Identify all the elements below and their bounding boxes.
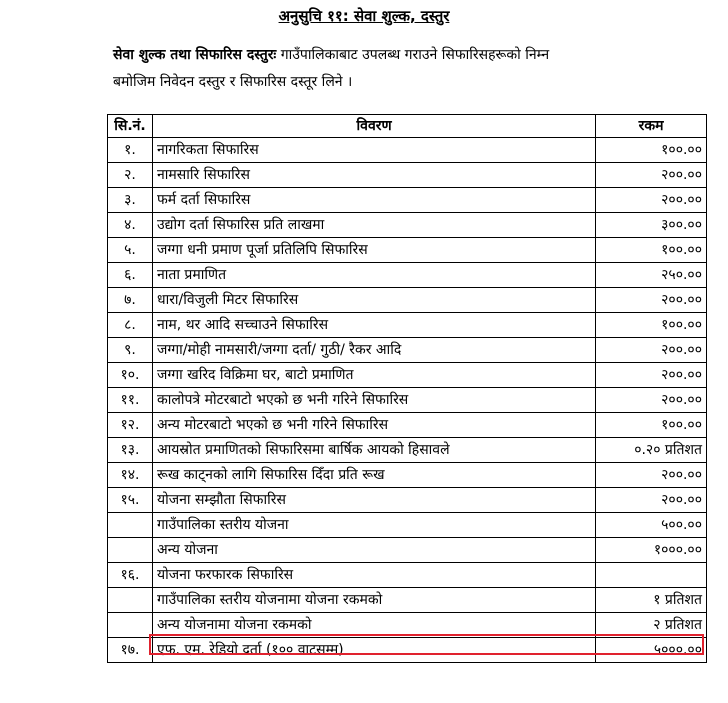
row-amount: ३००.०० xyxy=(596,213,707,238)
row-serial: १७. xyxy=(108,638,153,663)
table-row xyxy=(108,163,707,188)
row-description: गाउँपालिका स्तरीय योजना xyxy=(152,513,595,538)
row-amount: २००.०० xyxy=(596,463,707,488)
intro-line-2: बमोजिम निवेदन दस्तुर र सिफारिस दस्तूर लिने । xyxy=(113,74,353,90)
row-amount: १००.०० xyxy=(596,238,707,263)
table-row xyxy=(108,613,707,638)
row-amount: २००.०० xyxy=(596,363,707,388)
row-serial xyxy=(108,538,153,563)
row-amount: १००.०० xyxy=(596,413,707,438)
table-row xyxy=(108,238,707,263)
table-header-row xyxy=(108,115,707,138)
row-description: योजना सम्झौता सिफारिस xyxy=(152,488,595,513)
row-amount: ५००.०० xyxy=(596,513,707,538)
table-row xyxy=(108,463,707,488)
row-amount: २००.०० xyxy=(596,188,707,213)
row-amount: १००.०० xyxy=(596,138,707,163)
row-serial: १४. xyxy=(108,463,153,488)
intro-line-1: गाउँपालिकाबाट उपलब्ध गराउने सिफारिसहरूको निम्न xyxy=(276,47,550,63)
header-description: विवरण xyxy=(152,115,595,138)
table-row xyxy=(108,188,707,213)
row-description: नागरिकता सिफारिस xyxy=(152,138,595,163)
row-serial: ५. xyxy=(108,238,153,263)
intro-paragraph xyxy=(113,42,708,96)
row-description: फर्म दर्ता सिफारिस xyxy=(152,188,595,213)
row-serial: १०. xyxy=(108,363,153,388)
row-amount: २००.०० xyxy=(596,388,707,413)
fee-table xyxy=(107,114,707,663)
row-amount: २५०.०० xyxy=(596,263,707,288)
table-row xyxy=(108,413,707,438)
row-amount: ०.२० प्रतिशत xyxy=(596,438,707,463)
row-description: आयस्रोत प्रमाणितको सिफारिसमा बार्षिक आयको हिसावले xyxy=(152,438,595,463)
row-serial: ९. xyxy=(108,338,153,363)
row-description: नाता प्रमाणित xyxy=(152,263,595,288)
row-serial: ३. xyxy=(108,188,153,213)
row-serial: १५. xyxy=(108,488,153,513)
table-row xyxy=(108,313,707,338)
row-description: जग्गा/मोही नामसारी/जग्गा दर्ता/ गुठी/ रैकर आदि xyxy=(152,338,595,363)
table-row xyxy=(108,263,707,288)
row-serial xyxy=(108,588,153,613)
row-serial: २. xyxy=(108,163,153,188)
table-row xyxy=(108,438,707,463)
row-amount: १००.०० xyxy=(596,313,707,338)
row-description: धारा/विजुली मिटर सिफारिस xyxy=(152,288,595,313)
row-amount: २००.०० xyxy=(596,163,707,188)
row-serial: ८. xyxy=(108,313,153,338)
row-description: नाम, थर आदि सच्चाउने सिफारिस xyxy=(152,313,595,338)
row-serial: ४. xyxy=(108,213,153,238)
row-amount: २००.०० xyxy=(596,488,707,513)
row-description: उद्योग दर्ता सिफारिस प्रति लाखमा xyxy=(152,213,595,238)
table-row xyxy=(108,513,707,538)
row-description: एफ. एम. रेडियो दर्ता (१०० वाटसम्म) xyxy=(152,638,595,663)
row-description: योजना फरफारक सिफारिस xyxy=(152,563,595,588)
header-amount: रकम xyxy=(596,115,707,138)
row-description: अन्य योजनामा योजना रकमको xyxy=(152,613,595,638)
table-row xyxy=(108,388,707,413)
row-serial xyxy=(108,513,153,538)
table-row xyxy=(108,213,707,238)
intro-heading: सेवा शुल्क तथा सिफारिस दस्तुरः xyxy=(113,47,277,63)
table-row xyxy=(108,363,707,388)
table-row xyxy=(108,638,707,663)
row-amount: १०००.०० xyxy=(596,538,707,563)
row-description: गाउँपालिका स्तरीय योजनामा योजना रकमको xyxy=(152,588,595,613)
table-row xyxy=(108,488,707,513)
row-description: अन्य योजना xyxy=(152,538,595,563)
row-description: अन्य मोटरबाटो भएको छ भनी गरिने सिफारिस xyxy=(152,413,595,438)
row-serial: ११. xyxy=(108,388,153,413)
row-amount: २ प्रतिशत xyxy=(596,613,707,638)
page-title: अनुसुचि ११: सेवा शुल्क, दस्तुर xyxy=(278,7,450,25)
row-serial: १३. xyxy=(108,438,153,463)
table-row xyxy=(108,563,707,588)
table-row xyxy=(108,588,707,613)
table-row xyxy=(108,338,707,363)
row-description: रूख काट्नको लागि सिफारिस दिँदा प्रति रूख xyxy=(152,463,595,488)
table-row xyxy=(108,288,707,313)
row-serial: १६. xyxy=(108,563,153,588)
row-amount xyxy=(596,563,707,588)
row-description: जग्गा धनी प्रमाण पूर्जा प्रतिलिपि सिफारिस xyxy=(152,238,595,263)
row-serial xyxy=(108,613,153,638)
table-row xyxy=(108,138,707,163)
table-row xyxy=(108,538,707,563)
row-serial: १२. xyxy=(108,413,153,438)
header-serial: सि.नं. xyxy=(108,115,153,138)
row-serial: ६. xyxy=(108,263,153,288)
row-amount: २००.०० xyxy=(596,288,707,313)
row-description: जग्गा खरिद विक्रिमा घर, बाटो प्रमाणित xyxy=(152,363,595,388)
row-amount: ५०००.०० xyxy=(596,638,707,663)
row-amount: २००.०० xyxy=(596,338,707,363)
row-description: कालोपत्रे मोटरबाटो भएको छ भनी गरिने सिफारिस xyxy=(152,388,595,413)
row-serial: १. xyxy=(108,138,153,163)
row-amount: १ प्रतिशत xyxy=(596,588,707,613)
row-serial: ७. xyxy=(108,288,153,313)
row-description: नामसारि सिफारिस xyxy=(152,163,595,188)
